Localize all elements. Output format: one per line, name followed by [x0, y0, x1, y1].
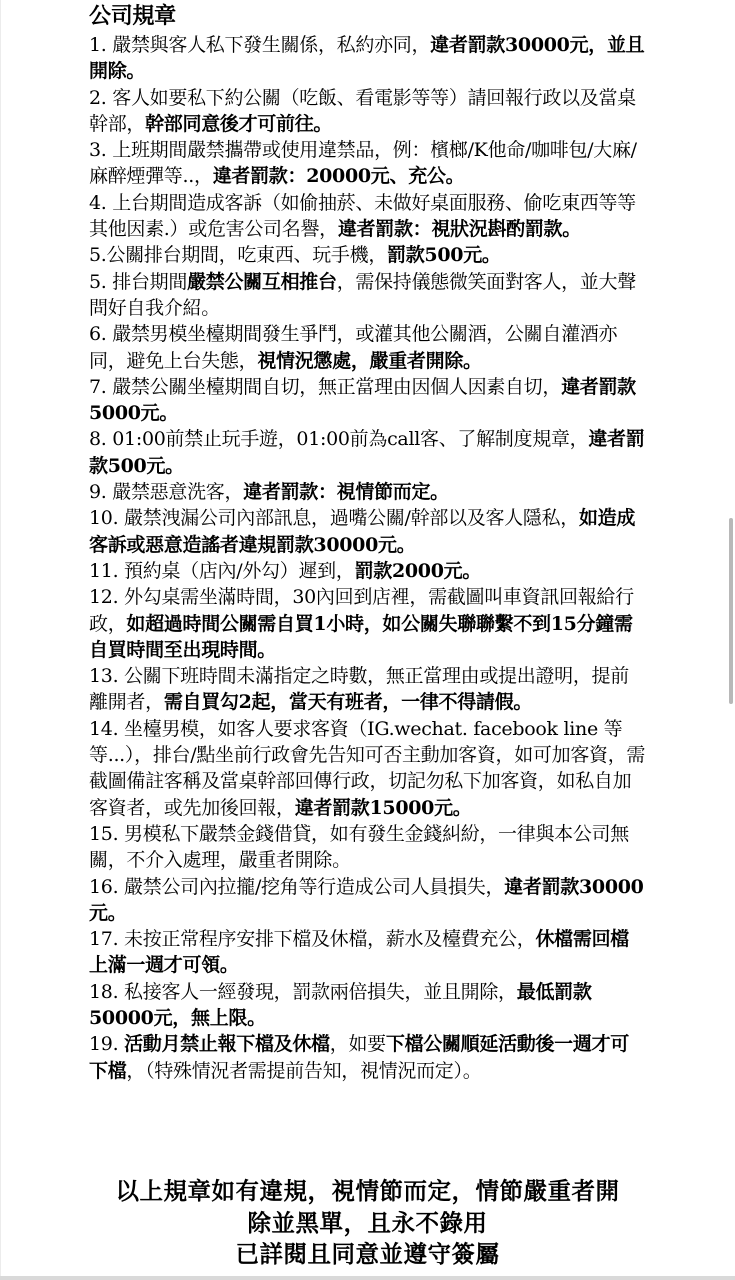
- rule-item: [89, 269, 647, 322]
- rule-text: 9. 嚴禁惡意洗客，: [89, 481, 244, 504]
- rule-text: 4. 上台期間造成客訴（如偷抽菸、未做好桌面服務、偷吃東西等等其他因素.）或危害公司名譽，: [89, 191, 636, 241]
- rule-item: [89, 558, 647, 584]
- rule-penalty-text: 下檔公關順延活動後一週才可下檔: [89, 1033, 629, 1082]
- rule-item: [89, 584, 647, 663]
- rule-item: [89, 821, 647, 874]
- rule-item: [89, 190, 647, 243]
- rule-penalty-text: 違者罰款15000元。: [294, 796, 472, 819]
- rule-text: 13. 公關下班時間未滿指定之時數，無正當理由或提出證明，提前離開者，: [89, 665, 629, 714]
- rule-item: [89, 137, 647, 190]
- rule-penalty-text: 違者罰款：視情節而定。: [243, 481, 449, 504]
- rule-item: [89, 505, 647, 558]
- rule-penalty-text: 幹部同意後才可前往。: [145, 112, 333, 135]
- rule-text: 5.公關排台期間，吃東西、玩手機，: [89, 244, 388, 267]
- rule-penalty-text: 如超過時間公關需自買1小時，如公關失聯聯繫不到15分鐘需自買時間至出現時間。: [89, 612, 633, 661]
- rule-penalty-text: 違者罰款5000元。: [89, 375, 636, 425]
- rule-item: [89, 979, 647, 1032]
- rule-text: ，（特殊情況者需提前告知，視情況而定）。: [126, 1059, 482, 1082]
- rule-text: 5. 排台期間: [89, 270, 188, 293]
- rule-penalty-text: 活動月禁止報下檔及休檔: [124, 1033, 330, 1056]
- rule-item: [89, 663, 647, 716]
- rule-penalty-text: 最低罰款50000元，無上限。: [89, 980, 592, 1029]
- rule-item: [89, 321, 647, 374]
- rule-penalty-text: 違者罰款：20000元、充公。: [212, 165, 465, 188]
- document-title: 公司規章: [89, 3, 176, 29]
- rule-item: [89, 426, 647, 479]
- rule-text: 7. 嚴禁公關坐檯期間自切，無正當理由因個人因素自切，: [89, 375, 562, 398]
- page-edge-divider: [0, 0, 1, 1280]
- rule-text: ，需保持儀態微笑面對客人，並大聲問好自我介紹。: [89, 270, 636, 319]
- rule-text: 14. 坐檯男模，如客人要求客資（IG.wechat. facebook line 等等...），排台/點坐前行政會先告知可否主動加客資，如可加客資，需截圖備註客稱及當桌幹部回傳行政，切記勿私下加客資，如私自加客資者，或先加後回報，: [89, 717, 646, 819]
- rule-item: [89, 32, 647, 85]
- rule-text: 3. 上班期間嚴禁攜帶或使用違禁品，例：檳榔/K他命/咖啡包/大麻/麻醉煙彈等..，: [89, 139, 637, 188]
- rules-document: [89, 0, 647, 1084]
- rule-text: ，如要: [329, 1033, 386, 1056]
- closing-line-2: 除並黑單，且永不錄用: [247, 1208, 488, 1237]
- rule-item: [89, 716, 647, 821]
- rule-text: 18. 私接客人一經發現，罰款兩倍損失，並且開除，: [89, 980, 517, 1003]
- rule-penalty-text: 違者罰款500元。: [89, 428, 645, 477]
- rule-item: [89, 479, 647, 505]
- rule-item: [89, 242, 647, 268]
- rule-item: [89, 926, 647, 979]
- rules-list: [89, 32, 647, 1084]
- rule-penalty-text: 罰款500元。: [387, 244, 501, 267]
- rule-text: 15. 男模私下嚴禁金錢借貸，如有發生金錢糾紛，一律與本公司無關，不介入處理，嚴重者開除。: [89, 822, 629, 872]
- rule-text: 11. 預約桌（店內/外勾）遲到，: [89, 559, 355, 582]
- rule-item: [89, 374, 647, 427]
- rule-penalty-text: 嚴禁公關互相推台: [187, 270, 337, 293]
- closing-line-1: 以上規章如有違規，視情節而定，情節嚴重者開: [115, 1177, 620, 1205]
- closing-statement: [80, 1176, 655, 1271]
- rule-text: 1. 嚴禁與客人私下發生關係，私約亦同，: [89, 34, 431, 56]
- rule-penalty-text: 罰款2000元。: [354, 559, 482, 582]
- rule-penalty-text: 違者罰款30000元。: [89, 875, 644, 924]
- rule-text: 19.: [89, 1033, 125, 1056]
- rule-text: 6. 嚴禁男模坐檯期間發生爭鬥，或灌其他公關酒，公關自灌酒亦同，避免上台失態，: [89, 323, 618, 372]
- rule-item: [89, 874, 647, 927]
- vertical-scrollbar[interactable]: [729, 518, 733, 704]
- rule-penalty-text: 如造成客訴或惡意造謠者違規罰款30000元。: [89, 507, 636, 556]
- rule-penalty-text: 違者罰款：視狀況斟酌罰款。: [337, 218, 581, 241]
- rule-penalty-text: 視情況懲處，嚴重者開除。: [257, 349, 482, 372]
- closing-line-3: 已詳閱且同意並遵守簽屬: [235, 1240, 500, 1268]
- rule-penalty-text: 休檔需回檔上滿一週才可領。: [89, 928, 629, 977]
- rule-text: 17. 未按正常程序安排下檔及休檔，薪水及檯費充公，: [89, 928, 536, 951]
- rule-penalty-text: 違者罰款30000元，並且開除。: [89, 34, 645, 83]
- rule-text: 10. 嚴禁洩漏公司內部訊息，過嘴公關/幹部以及客人隱私，: [89, 507, 579, 530]
- rule-penalty-text: 需自買勾2起，當天有班者，一律不得請假。: [163, 691, 533, 714]
- rule-text: 2. 客人如要私下約公關（吃飯、看電影等等）請回報行政以及當桌幹部，: [89, 86, 636, 135]
- bottom-divider: [0, 1276, 735, 1280]
- rule-text: 16. 嚴禁公司內拉攏/挖角等行造成公司人員損失，: [89, 875, 505, 898]
- rule-text: 12. 外勾桌需坐滿時間，30內回到店裡，需截圖叫車資訊回報給行政，: [89, 586, 634, 635]
- rule-text: 8. 01:00前禁止玩手遊，01:00前為call客、了解制度規章，: [89, 428, 589, 451]
- rule-item: [89, 1031, 647, 1084]
- rule-item: [89, 85, 647, 138]
